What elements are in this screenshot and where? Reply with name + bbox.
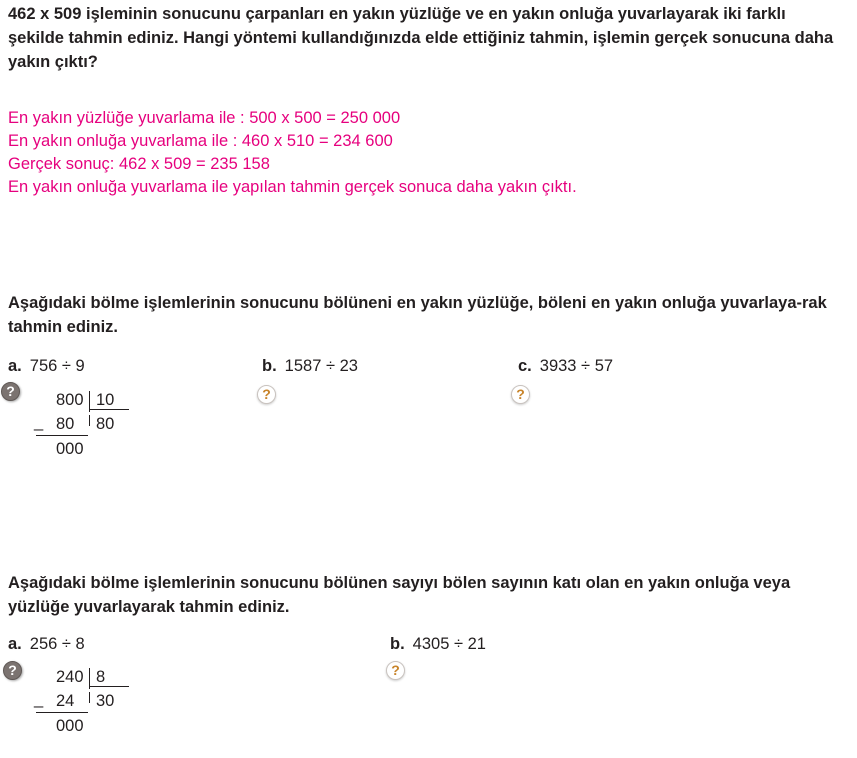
q2-c-hint-button[interactable]: ?: [511, 385, 530, 404]
answer-line-2: En yakın onluğa yuvarlama ile : 460 x 510 = 234 600: [8, 132, 393, 150]
q3-remainder: 000: [56, 717, 84, 735]
q2-dividend: 800: [56, 391, 84, 409]
q3-divisor: 8: [96, 668, 106, 686]
q3-a-hint-button[interactable]: ?: [3, 661, 22, 680]
q2-item-c: [518, 356, 613, 376]
q2-quotient: 80: [96, 415, 115, 433]
q2-item-c-letter: c.: [518, 357, 532, 375]
answer-line-3: Gerçek sonuç: 462 x 509 = 235 158: [8, 155, 270, 173]
q2-b-hint-button[interactable]: ?: [257, 385, 276, 404]
q3-item-b: [390, 634, 486, 654]
q3-item-b-expr: 4305 ÷ 21: [412, 635, 486, 653]
q2-subtraction-line: [36, 435, 88, 436]
q2-item-a-letter: a.: [8, 357, 22, 375]
q3-subtract: 24: [56, 692, 75, 710]
q2-item-b: [262, 356, 358, 376]
q2-item-b-expr: 1587 ÷ 23: [284, 357, 358, 375]
q3-item-b-letter: b.: [390, 635, 405, 653]
q3-item-a-letter: a.: [8, 635, 22, 653]
answer-line-4: En yakın onluğa yuvarlama ile yapılan tahmin gerçek sonuca daha yakın çıktı.: [8, 178, 577, 196]
q3-quotient: 30: [96, 692, 115, 710]
q2-divisor: 10: [96, 391, 115, 409]
q3-quotient-tick: [89, 692, 90, 703]
q2-remainder: 000: [56, 440, 84, 458]
question-2-text: Aşağıdaki bölme işlemlerinin sonucunu bölüneni en yakın yüzlüğe, böleni en yakın onluğa yuvarlaya-rak tahmin ediniz.: [8, 294, 827, 336]
q2-subtract: 80: [56, 415, 75, 433]
answer-line-1: En yakın yüzlüğe yuvarlama ile : 500 x 500 = 250 000: [8, 109, 401, 127]
q3-subtraction-line: [36, 712, 88, 713]
q2-a-hint-button[interactable]: ?: [1, 382, 20, 401]
question-1-text: 462 x 509 işleminin sonucunu çarpanları en yakın yüzlüğe ve en yakın onluğa yuvarlayarak iki farklı şekilde tahmin ediniz. Hangi yöntemi kullandığınızda elde ettiğiniz tahmin, işlemin gerçek sonucuna daha yakın çıktı?: [8, 5, 834, 71]
q2-minus-sign: _: [34, 413, 44, 431]
q3-divisor-line: [89, 686, 129, 687]
q2-division: [30, 390, 140, 460]
q2-quotient-tick: [89, 415, 90, 426]
question-3-text: Aşağıdaki bölme işlemlerinin sonucunu bölünen sayıyı bölen sayının katı olan en yakın onluğa veya yüzlüğe yuvarlayarak tahmin ediniz.: [8, 574, 791, 616]
q3-minus-sign: _: [34, 690, 44, 708]
q3-item-a: [8, 634, 85, 654]
q2-item-a: [8, 356, 85, 376]
q2-item-b-letter: b.: [262, 357, 277, 375]
q2-item-c-expr: 3933 ÷ 57: [539, 357, 614, 375]
q2-item-a-expr: 756 ÷ 9: [29, 357, 85, 375]
q3-division: [30, 667, 140, 737]
q3-b-hint-button[interactable]: ?: [386, 661, 405, 680]
q3-item-a-expr: 256 ÷ 8: [29, 635, 85, 653]
q3-dividend: 240: [56, 668, 84, 686]
